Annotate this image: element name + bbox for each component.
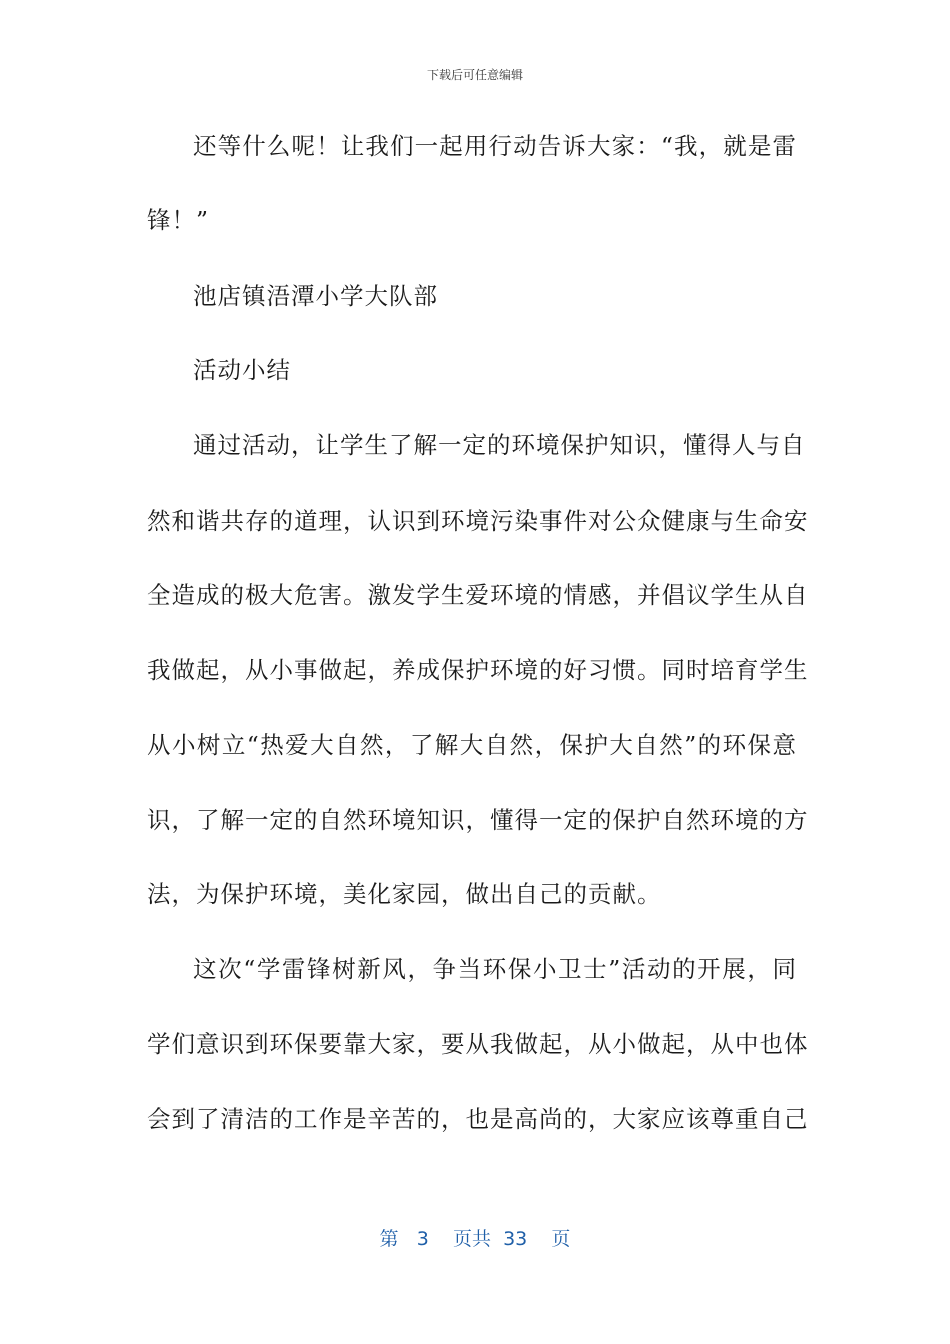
section-heading: 活动小结 [193,356,291,384]
paragraph-line: 学们意识到环保要靠大家，要从我做起，从小做起，从中也体 [147,1030,809,1058]
total-pages-number: 33 [503,1228,528,1250]
footer-prefix: 第 [379,1228,399,1250]
paragraph-line: 识，了解一定的自然环境知识，懂得一定的保护自然环境的方 [147,806,809,834]
paragraph-line: 法，为保护环境，美化家园，做出自己的贡献。 [147,880,662,908]
paragraph-line: 全造成的极大危害。激发学生爱环境的情感，并倡议学生从自 [147,581,809,609]
paragraph-line: 这次“学雷锋树新风，争当环保小卫士”活动的开展，同 [193,955,797,983]
footer-middle: 页共 [452,1228,491,1250]
paragraph-line: 从小树立“热爱大自然，了解大自然，保护大自然”的环保意 [147,731,797,759]
paragraph-line: 会到了清洁的工作是辛苦的，也是高尚的，大家应该尊重自己 [147,1105,809,1133]
footer-suffix: 页 [551,1228,571,1250]
paragraph-line: 还等什么呢！让我们一起用行动告诉大家：“我，就是雷 [193,132,797,160]
paragraph-line: 我做起，从小事做起，养成保护环境的好习惯。同时培育学生 [147,656,809,684]
paragraph-line: 通过活动，让学生了解一定的环境保护知识，懂得人与自 [193,431,806,459]
paragraph-line: 锋！” [147,206,210,234]
paragraph-line: 然和谐共存的道理，认识到环境污染事件对公众健康与生命安 [147,507,809,535]
current-page-number: 3 [416,1228,429,1250]
page-header-note: 下载后可任意编辑 [426,68,523,82]
organization-signature: 池店镇浯潭小学大队部 [193,282,438,310]
page-footer [0,1226,950,1252]
